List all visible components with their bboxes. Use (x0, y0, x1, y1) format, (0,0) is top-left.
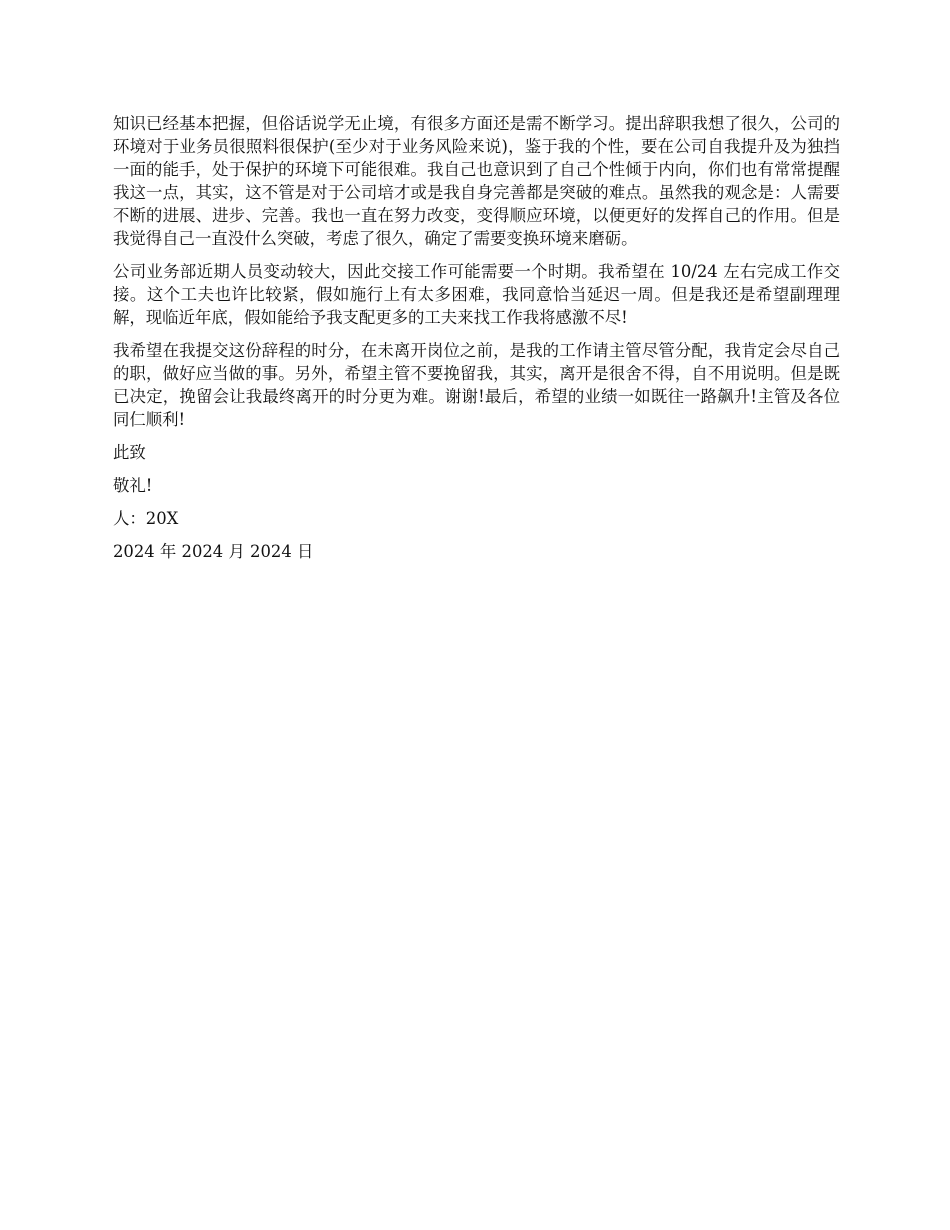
paragraph-1: 知识已经基本把握，但俗话说学无止境，有很多方面还是需不断学习。提出辞职我想了很久，公司的环境对于业务员很照料很保护(至少对于业务风险来说)，鉴于我的个性，要在公司自我提升及为独挡一面的能手，处于保护的环境下可能很难。我自己也意识到了自己个性倾于内向，你们也有常常提醒我这一点，其实，这不管是对于公司培才或是我自身完善都是突破的难点。虽然我的观念是：人需要不断的进展、进步、完善。我也一直在努力改变，变得顺应环境，以便更好的发挥自己的作用。但是我觉得自己一直没什么突破，考虑了很久，确定了需要变换环境来磨砺。 (113, 114, 840, 248)
closing-line: 此致 (113, 443, 146, 462)
signature-line: 人：20X (113, 509, 179, 528)
date-line: 2024 年 2024 月 2024 日 (113, 542, 314, 561)
salutation-line: 敬礼! (113, 476, 153, 495)
paragraph-3: 我希望在我提交这份辞程的时分，在未离开岗位之前，是我的工作请主管尽管分配，我肯定会尽自己的职，做好应当做的事。另外，希望主管不要挽留我，其实，离开是很舍不得，自不用说明。但是既已决定，挽留会让我最终离开的时分更为难。谢谢!最后，希望的业绩一如既往一路飙升!主管及各位同仁顺利! (113, 341, 840, 429)
paragraph-2: 公司业务部近期人员变动较大，因此交接工作可能需要一个时期。我希望在 10/24 左右完成工作交接。这个工夫也许比较紧，假如施行上有太多困难，我同意恰当延迟一周。但是我还是希望副理理解，现临近年底，假如能给予我支配更多的工夫来找工作我将感激不尽! (113, 262, 840, 327)
document-body (113, 112, 840, 573)
